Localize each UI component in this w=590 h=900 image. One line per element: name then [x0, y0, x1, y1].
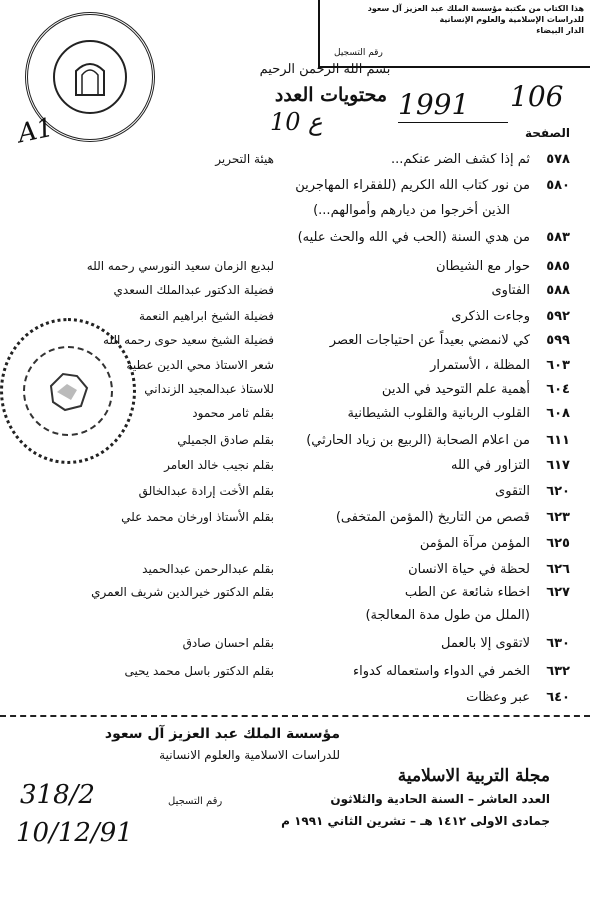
- basmala: بسم الله الرحمن الرحيم: [259, 62, 391, 77]
- toc-page: ٥٨٨: [546, 283, 570, 298]
- toc-row: [0, 406, 590, 426]
- foundation-stamp: [10, 724, 340, 766]
- toc-author: فضيلة الشيخ سعيد حوى رحمه الله: [102, 333, 274, 347]
- toc-title: المظلة ، الأستمرار: [430, 358, 530, 373]
- stamp-line: هذا الكتاب من مكتبة مؤسسة الملك عبد العزيز آل سعود: [367, 4, 584, 13]
- handwritten-number: 106: [510, 80, 564, 113]
- toc-row: [0, 608, 590, 628]
- page-column-label: الصفحة: [524, 126, 570, 140]
- handwritten-year: 1991: [398, 88, 470, 121]
- toc-row: [0, 664, 590, 684]
- toc-page: ٦٠٨: [546, 406, 570, 421]
- toc-author: شعر الاستاذ محي الدين عطية: [126, 358, 274, 372]
- toc-title: كي لانمضي بعيداً عن احتياجات العصر: [329, 333, 530, 348]
- toc-author: بقلم الأستاذ اورخان محمد علي: [121, 510, 274, 524]
- toc-author: بقلم الدكتور خيرالدين شريف العمري: [91, 585, 274, 599]
- toc-page: ٦٢٦: [546, 562, 570, 577]
- toc-author: بقلم نجيب خالد العامر: [164, 458, 274, 472]
- toc-row: [0, 230, 590, 250]
- toc-row: [0, 636, 590, 656]
- page-title: محتويات العدد: [274, 84, 388, 106]
- toc-title: المؤمن مرآة المؤمن: [419, 536, 530, 551]
- toc-page: ٦٣٠: [546, 636, 570, 651]
- toc-title: لحظة في حياة الانسان: [408, 562, 530, 577]
- toc-page: ٦١١: [546, 433, 570, 448]
- toc-page: ٥٨٣: [546, 230, 570, 245]
- toc-title: ثم إذا كشف الضر عنكم...: [391, 152, 530, 167]
- toc-title: لاتقوى إلا بالعمل: [441, 636, 530, 651]
- handwritten-date-footer: 10/12/91: [16, 818, 133, 848]
- handwritten-date: 10 ع: [270, 108, 323, 136]
- toc-row: [0, 585, 590, 605]
- toc-title: عبر وعظات: [466, 690, 530, 705]
- toc-title: الخمر في الدواء واستعماله كدواء: [352, 664, 530, 679]
- toc-title: اخطاء شائعة عن الطب: [404, 585, 530, 600]
- toc-title: أهمية علم التوحيد في الدين: [381, 382, 530, 397]
- toc-row: [0, 259, 590, 279]
- stamp-registration-label: رقم التسجيل: [334, 48, 383, 58]
- magazine-info: [220, 766, 550, 828]
- toc-author: فضيلة الدكتور عبدالملك السعدي: [113, 283, 274, 297]
- toc-row: [0, 203, 590, 223]
- stamp-line: الدار البيضاء: [536, 26, 584, 35]
- toc-title: وجاءت الذكرى: [451, 309, 530, 324]
- toc-author: فضيلة الشيخ ابراهيم النعمة: [138, 309, 274, 323]
- toc-title: الذين أخرجوا من ديارهم وأموالهم...): [313, 203, 510, 218]
- toc-title: (الملل من طول مدة المعالجة): [365, 608, 530, 623]
- foundation-name: مؤسسة الملك عبد العزيز آل سعود: [104, 726, 340, 742]
- toc-page: ٦٣٢: [546, 664, 570, 679]
- toc-row: [0, 382, 590, 402]
- toc-page: ٦٢٠: [546, 484, 570, 499]
- toc-title: من هدي السنة (الحب في الله والحث عليه): [297, 230, 530, 245]
- toc-title: التزاور في الله: [451, 458, 530, 473]
- toc-author: بقلم الأخت إرادة عبدالخالق: [138, 484, 274, 498]
- toc-page: ٥٨٠: [546, 178, 570, 193]
- handwritten-registration: 318/2: [20, 780, 95, 810]
- toc-row: [0, 333, 590, 353]
- stamp-line: للدراسات الإسلامية والعلوم الإنسانية: [439, 15, 584, 24]
- toc-author: هيئة التحرير: [215, 152, 274, 166]
- toc-title: حوار مع الشيطان: [435, 259, 530, 274]
- toc-page: ٥٩٩: [546, 333, 570, 348]
- toc-row: [0, 283, 590, 303]
- toc-title: الفتاوى: [491, 283, 530, 298]
- toc-row: [0, 510, 590, 530]
- toc-page: ٦٠٤: [546, 382, 570, 397]
- footer-divider: [0, 715, 590, 717]
- toc-author: بقلم ثامر محمود: [192, 406, 274, 420]
- toc-author: للاستاذ عبدالمجيد الزنداني: [144, 382, 274, 396]
- toc-page: ٥٨٥: [546, 259, 570, 274]
- toc-row: [0, 562, 590, 582]
- toc-page: ٥٩٢: [546, 309, 570, 324]
- toc-page: ٦٢٣: [546, 510, 570, 525]
- toc-row: [0, 690, 590, 710]
- toc-page: ٦٤٠: [546, 690, 570, 705]
- toc-page: ٦٢٥: [546, 536, 570, 551]
- toc-row: [0, 358, 590, 378]
- toc-author: بقلم عبدالرحمن عبدالحميد: [142, 562, 274, 576]
- toc-title: القلوب الربانية والقلوب الشيطانية: [347, 406, 530, 421]
- toc-title: من اعلام الصحابة (الربيع بن زياد الحارثي): [306, 433, 530, 448]
- foundation-subtitle: للدراسات الاسلامية والعلوم الانسانية: [159, 748, 340, 762]
- handwritten-code: A1: [15, 112, 57, 150]
- toc-page: ٦٠٣: [546, 358, 570, 373]
- toc-title: من نور كتاب الله الكريم (للفقراء المهاجرين: [295, 178, 530, 193]
- toc-author: لبديع الزمان سعيد النورسي رحمه الله: [86, 259, 274, 273]
- registration-label: رقم التسجيل: [168, 796, 223, 807]
- toc-author: بقلم صادق الجميلي: [177, 433, 274, 447]
- toc-author: بقلم احسان صادق: [182, 636, 274, 650]
- magazine-title: مجلة التربية الاسلامية: [397, 766, 550, 786]
- toc-row: [0, 536, 590, 556]
- toc-row: [0, 178, 590, 198]
- toc-row: [0, 484, 590, 504]
- toc-page: ٥٧٨: [546, 152, 570, 167]
- toc-row: [0, 152, 590, 172]
- toc-title: قصص من التاريخ (المؤمن المتخفى): [335, 510, 530, 525]
- toc-row: [0, 309, 590, 329]
- toc-page: ٦١٧: [546, 458, 570, 473]
- toc-row: [0, 458, 590, 478]
- date-line: جمادى الاولى ١٤١٢ هـ – تشرين الثاني ١٩٩١ م: [281, 814, 550, 828]
- issue-line: العدد العاشر – السنة الحادية والثلاثون: [330, 792, 550, 806]
- toc-page: ٦٢٧: [546, 585, 570, 600]
- toc-author: بقلم الدكتور باسل محمد يحيى: [124, 664, 274, 678]
- toc-row: [0, 433, 590, 453]
- toc-title: التقوى: [495, 484, 530, 499]
